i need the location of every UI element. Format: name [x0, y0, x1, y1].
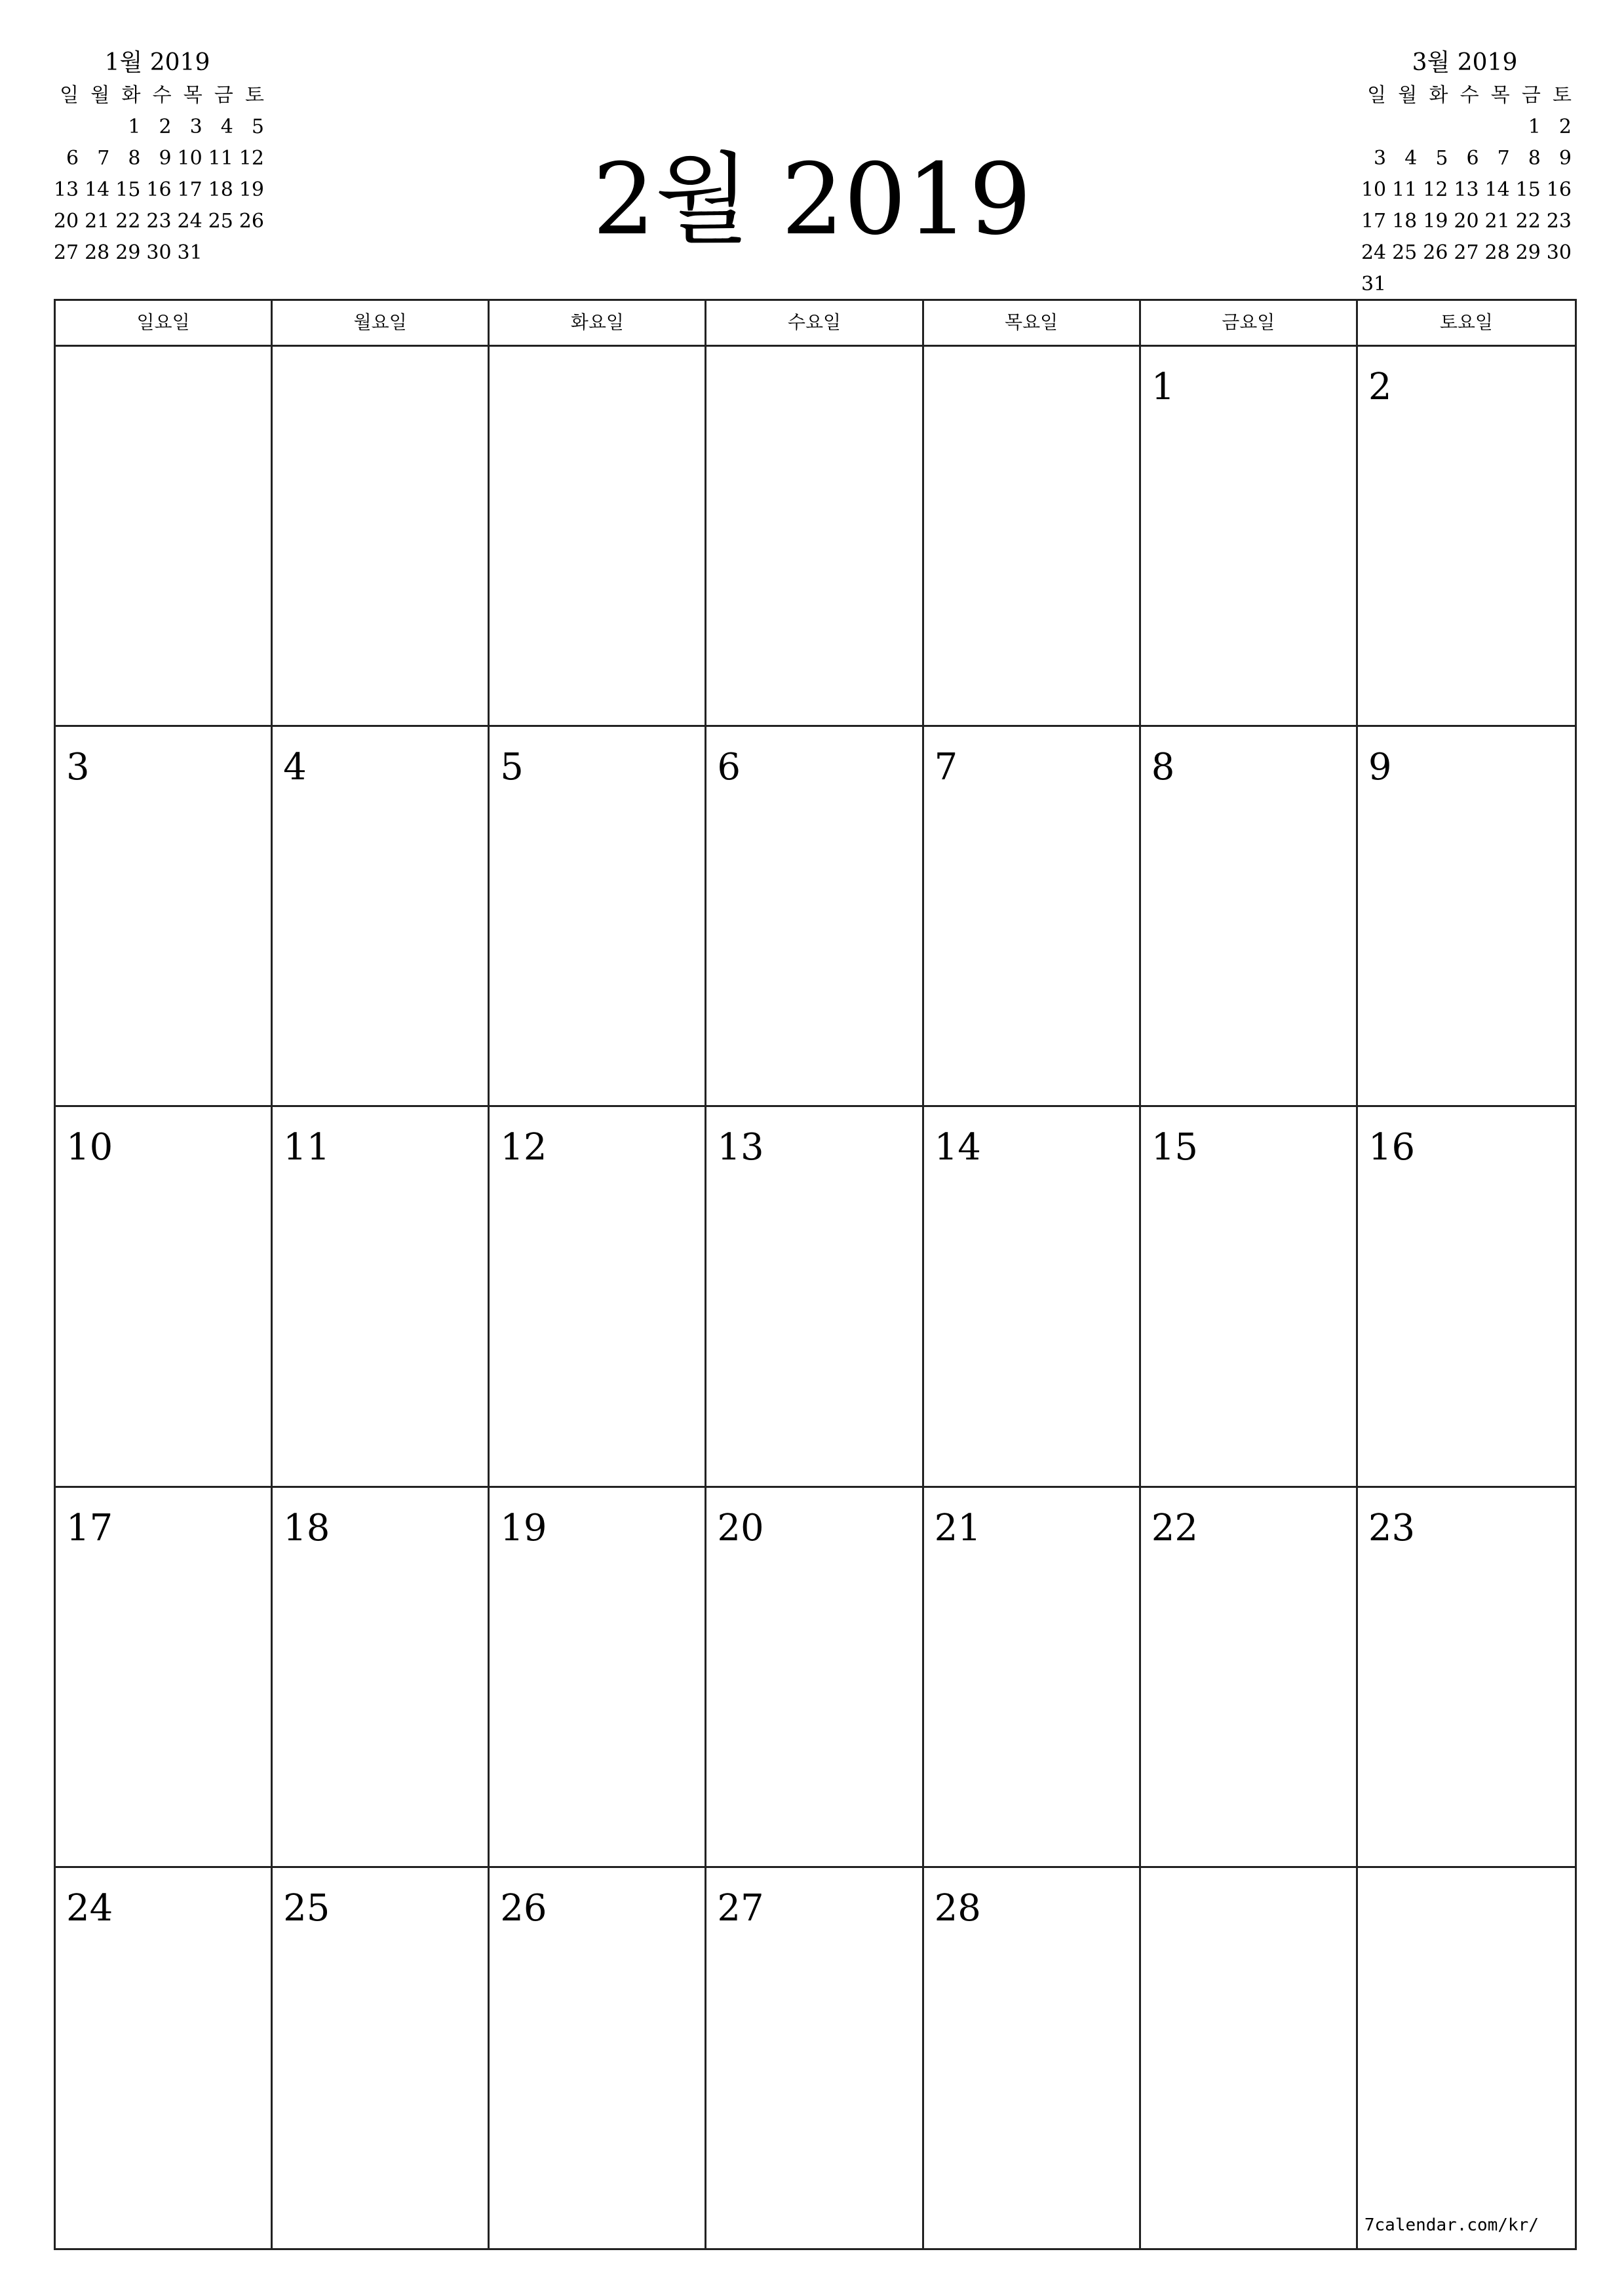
day-cell[interactable]: [924, 1868, 1141, 2248]
mini-day: 9: [159, 147, 172, 170]
mini-day: 17: [1361, 210, 1387, 233]
mini-day: 23: [146, 210, 172, 233]
mini-day: 4: [220, 115, 233, 138]
day-number: 11: [283, 1126, 330, 1169]
mini-day: 30: [1546, 241, 1572, 264]
day-number: 2: [1368, 366, 1392, 408]
day-cell[interactable]: [924, 1488, 1141, 1868]
day-number: 14: [934, 1126, 981, 1169]
mini-day: 1: [128, 115, 141, 138]
mini-day: 24: [177, 210, 203, 233]
mini-day: [1418, 269, 1449, 300]
mini-day: 11: [208, 147, 233, 170]
day-cell[interactable]: [56, 1488, 273, 1868]
mini-day: 28: [85, 241, 110, 264]
mini-day: [1387, 269, 1418, 300]
mini-day: [1357, 111, 1387, 143]
day-number: 18: [283, 1506, 330, 1549]
mini-day: 18: [208, 178, 233, 201]
mini-weekday-label: 토: [1553, 84, 1572, 107]
day-cell[interactable]: [706, 1107, 923, 1487]
mini-day: 12: [1423, 178, 1448, 201]
day-cell[interactable]: [1141, 727, 1358, 1107]
mini-day: 26: [239, 210, 264, 233]
day-number: 24: [66, 1886, 113, 1930]
mini-day: 20: [1454, 210, 1479, 233]
weekday-header: 수요일: [706, 301, 923, 347]
mini-day: 10: [1361, 178, 1387, 201]
mini-weekday-label: 금: [214, 84, 233, 107]
day-number: 28: [934, 1886, 981, 1930]
mini-day: 16: [1546, 178, 1572, 201]
mini-day: 24: [1361, 241, 1387, 264]
day-cell[interactable]: [490, 1488, 706, 1868]
mini-day: 16: [146, 178, 172, 201]
day-cell[interactable]: [1358, 347, 1575, 727]
mini-day: 17: [177, 178, 203, 201]
day-cell[interactable]: [490, 1107, 706, 1487]
day-number: 19: [500, 1506, 547, 1549]
mini-weekday-label: 수: [152, 84, 172, 107]
weekday-header: 월요일: [273, 301, 490, 347]
day-cell[interactable]: [273, 1868, 490, 2248]
day-cell[interactable]: [706, 1488, 923, 1868]
mini-day: [1480, 269, 1511, 300]
day-cell[interactable]: [706, 727, 923, 1107]
weekday-header: 금요일: [1141, 301, 1358, 347]
mini-day: 19: [1423, 210, 1448, 233]
mini-weekday-label: 화: [121, 84, 141, 107]
mini-day: 21: [85, 210, 110, 233]
mini-weekday-label: 일: [1367, 84, 1387, 107]
weekday-header: 토요일: [1358, 301, 1575, 347]
mini-day: 31: [177, 241, 203, 264]
day-number: 5: [500, 746, 524, 789]
mini-day: 15: [115, 178, 141, 201]
day-number: 27: [717, 1886, 764, 1930]
weekday-header: 일요일: [56, 301, 273, 347]
mini-weekday-label: 화: [1429, 84, 1448, 107]
mini-day: 6: [66, 147, 79, 170]
mini-day: 23: [1546, 210, 1572, 233]
mini-day: 14: [85, 178, 110, 201]
day-cell[interactable]: [1358, 1107, 1575, 1487]
day-cell[interactable]: [273, 727, 490, 1107]
mini-day: 30: [146, 241, 172, 264]
mini-day: 27: [1454, 241, 1479, 264]
mini-day: [1449, 111, 1480, 143]
mini-day: [1387, 111, 1418, 143]
mini-day: 13: [53, 178, 79, 201]
mini-day: 28: [1484, 241, 1510, 264]
month-calendar-grid: [54, 299, 1577, 2250]
mini-day: 8: [1528, 147, 1541, 170]
mini-day: [1511, 269, 1542, 300]
mini-day: 13: [1454, 178, 1479, 201]
mini-day: [1542, 269, 1573, 300]
day-cell[interactable]: [1141, 1107, 1358, 1487]
day-cell[interactable]: [1358, 1488, 1575, 1868]
day-number: 8: [1151, 746, 1175, 789]
day-number: 20: [717, 1506, 764, 1549]
page-title: 2월 2019: [592, 143, 1032, 257]
mini-day: 18: [1392, 210, 1418, 233]
mini-day: 22: [115, 210, 141, 233]
mini-weekday-label: 목: [1490, 84, 1510, 107]
mini-calendar-grid: [1357, 80, 1573, 300]
day-cell[interactable]: [56, 1868, 273, 2248]
mini-day: 7: [1497, 147, 1510, 170]
day-number: 23: [1368, 1506, 1416, 1549]
day-number: 13: [717, 1126, 764, 1169]
day-number: 9: [1368, 746, 1392, 789]
mini-day: 26: [1423, 241, 1448, 264]
weekday-header: 화요일: [490, 301, 706, 347]
mini-day: 15: [1515, 178, 1541, 201]
mini-day: [1449, 269, 1480, 300]
day-number: 17: [66, 1506, 113, 1549]
day-number: 1: [1151, 366, 1175, 408]
mini-weekday-label: 수: [1460, 84, 1479, 107]
mini-day: 3: [189, 115, 203, 138]
mini-day: [1418, 111, 1449, 143]
day-number: 4: [283, 746, 307, 789]
mini-day: 12: [239, 147, 264, 170]
day-cell[interactable]: [56, 1107, 273, 1487]
day-number: 21: [934, 1506, 981, 1549]
mini-day: 22: [1515, 210, 1541, 233]
mini-day: 25: [1392, 241, 1418, 264]
mini-day: 7: [97, 147, 110, 170]
day-cell[interactable]: [56, 727, 273, 1107]
day-number: 25: [283, 1886, 330, 1930]
day-cell[interactable]: [924, 347, 1141, 727]
day-cell[interactable]: [1358, 1868, 1575, 2248]
day-cell[interactable]: [706, 347, 923, 727]
mini-day: 2: [1558, 115, 1572, 138]
day-cell[interactable]: [706, 1868, 923, 2248]
mini-day: 8: [128, 147, 141, 170]
day-cell[interactable]: [273, 1107, 490, 1487]
mini-calendar-next: [1357, 46, 1573, 300]
day-cell[interactable]: [1141, 1868, 1358, 2248]
mini-weekday-label: 금: [1521, 84, 1541, 107]
mini-day: 9: [1558, 147, 1572, 170]
mini-calendar-title: 1월 2019: [104, 49, 210, 76]
day-number: 16: [1368, 1126, 1416, 1169]
day-cell[interactable]: [273, 347, 490, 727]
day-cell[interactable]: [1141, 347, 1358, 727]
mini-weekday-label: 목: [183, 84, 203, 107]
mini-day: 27: [53, 241, 79, 264]
mini-day: 4: [1404, 147, 1418, 170]
mini-weekday-label: 토: [245, 84, 264, 107]
day-cell[interactable]: [490, 727, 706, 1107]
day-cell[interactable]: [490, 347, 706, 727]
mini-day: 21: [1484, 210, 1510, 233]
mini-day: 19: [239, 178, 264, 201]
mini-day: 29: [115, 241, 141, 264]
day-cell[interactable]: [924, 727, 1141, 1107]
mini-day: 5: [251, 115, 264, 138]
day-cell[interactable]: [1358, 727, 1575, 1107]
mini-day: 1: [1528, 115, 1541, 138]
day-number: 6: [717, 746, 741, 789]
mini-weekday-label: 일: [60, 84, 79, 107]
day-number: 22: [1151, 1506, 1198, 1549]
mini-day: 2: [159, 115, 172, 138]
day-number: 26: [500, 1886, 547, 1930]
mini-calendar-title: 3월 2019: [1412, 49, 1518, 76]
mini-weekday-label: 월: [1398, 84, 1418, 107]
day-number: 10: [66, 1126, 113, 1169]
day-number: 3: [66, 746, 90, 789]
mini-day: 5: [1435, 147, 1448, 170]
mini-day: 31: [1361, 273, 1387, 296]
mini-day: 6: [1466, 147, 1479, 170]
day-number: 12: [500, 1126, 547, 1169]
day-number: 15: [1151, 1126, 1198, 1169]
mini-day: 3: [1374, 147, 1387, 170]
day-cell[interactable]: [56, 347, 273, 727]
day-cell[interactable]: [273, 1488, 490, 1868]
mini-day: 29: [1515, 241, 1541, 264]
mini-day: 10: [177, 147, 203, 170]
mini-weekday-label: 월: [90, 84, 110, 107]
mini-day: [1480, 111, 1511, 143]
footer-link[interactable]: 7calendar.com/kr/: [1364, 2215, 1539, 2235]
mini-day: 11: [1392, 178, 1418, 201]
day-cell[interactable]: [1141, 1488, 1358, 1868]
weekday-header: 목요일: [924, 301, 1141, 347]
day-number: 7: [934, 746, 958, 789]
day-cell[interactable]: [490, 1868, 706, 2248]
mini-day: 20: [53, 210, 79, 233]
mini-day: 25: [208, 210, 233, 233]
mini-day: 14: [1484, 178, 1510, 201]
day-cell[interactable]: [924, 1107, 1141, 1487]
